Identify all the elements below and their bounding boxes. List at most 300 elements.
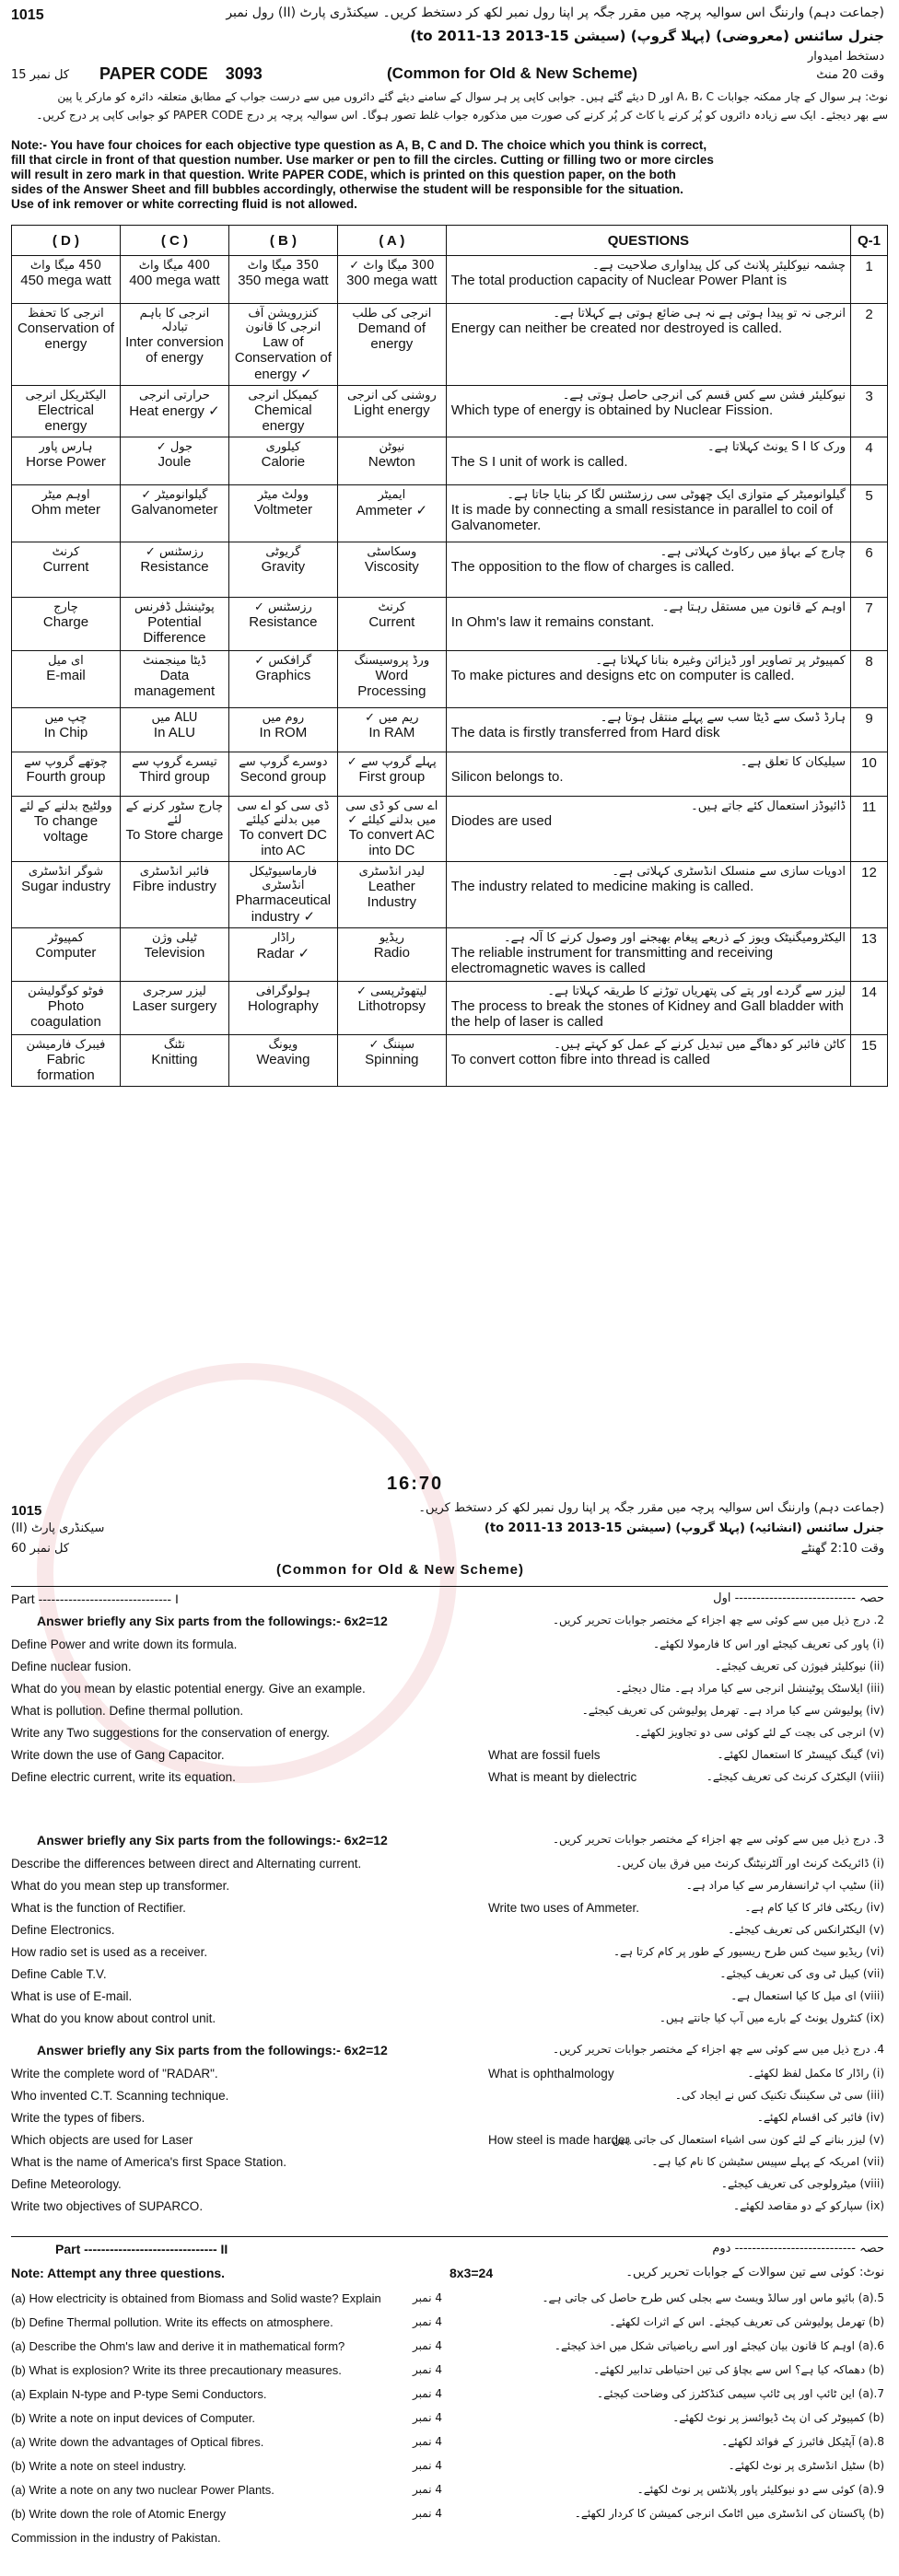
long-question-en: (a) Explain N-type and P-type Semi Conductors.: [11, 2387, 267, 2401]
mcq-row: [12, 304, 888, 386]
option-urdu: نٹنگ: [163, 1038, 185, 1052]
question-number: 11: [850, 797, 887, 862]
scheme-label: (Common for Old & New Scheme): [387, 64, 638, 82]
option-b-cell: [228, 752, 337, 797]
col-b-header: ( B ): [228, 226, 337, 256]
option-english: Voltmeter: [253, 502, 313, 518]
option-d-cell: [12, 708, 121, 752]
mcq-row: [12, 386, 888, 437]
col-c-header: ( C ): [120, 226, 228, 256]
question-english: The process to break the stones of Kidney and Gall bladder with the help of laser is called: [450, 998, 844, 1030]
option-english: Radio: [373, 945, 410, 961]
question-cell: [446, 485, 850, 542]
paper-code-top: 1015: [11, 7, 44, 23]
question-urdu: اوہم کے قانون میں مستقل رہتا ہے۔: [661, 600, 846, 614]
option-a-cell: [337, 485, 446, 542]
option-english: Demand of energy: [357, 321, 426, 352]
option-english: Computer: [35, 945, 97, 961]
option-urdu: 400 میگا واٹ: [138, 259, 211, 273]
question-urdu: لیزر سے گردے اور پتے کی پتھریاں توڑنے کا طریقہ کہلاتا ہے۔: [547, 985, 846, 998]
option-english: In Chip: [43, 725, 88, 740]
option-a-cell: [337, 928, 446, 982]
short-question-ur: (iv) پولیوشن سے کیا مراد ہے۔ تھرمل پولیوشن کی تعریف کیجئے۔: [581, 1704, 884, 1717]
question-english: The reliable instrument for transmitting and receiving electromagnetic waves is called: [450, 945, 774, 976]
question-cell: [446, 256, 850, 304]
option-urdu: فائبر انڈسٹری: [139, 865, 210, 879]
option-urdu: چوتھے گروپ سے: [24, 755, 108, 769]
question-english: To convert cotton fibre into thread is called: [450, 1052, 710, 1067]
option-b-cell: [228, 256, 337, 304]
option-urdu: روم میں: [262, 711, 305, 725]
question-number: 13: [850, 928, 887, 982]
option-d-cell: [12, 542, 121, 598]
option-a-cell: [337, 982, 446, 1035]
option-d-cell: [12, 437, 121, 485]
option-english: Newton: [368, 454, 415, 470]
question-number: 6: [850, 542, 887, 598]
subjective-scheme: (Common for Old & New Scheme): [276, 1562, 525, 1578]
short-question-en: What do you know about control unit.: [11, 2011, 216, 2025]
option-b-cell: [228, 928, 337, 982]
option-english: Pharmaceutical industry ✓: [235, 892, 332, 925]
mcq-row: [12, 708, 888, 752]
short-question-ur: (iv) فائبر کی اقسام لکھئے۔: [756, 2111, 884, 2124]
option-urdu: گرافکس ✓: [254, 654, 312, 668]
option-urdu: کرنٹ: [378, 600, 406, 614]
part-one-en: Part ------------------------------- I: [11, 1591, 179, 1606]
question-english: The industry related to medicine making is called.: [450, 879, 754, 894]
option-english: Horse Power: [26, 454, 106, 470]
option-urdu: فیبرک فارمیشن: [26, 1038, 106, 1052]
section-title-urdu: 3. درج ذیل میں سے کوئی سے چھ اجزاء کے مختصر جوابات تحریر کریں۔: [553, 1833, 884, 1846]
option-english: Resistance: [140, 559, 209, 575]
option-urdu: لیتھوٹرپسی ✓: [356, 985, 427, 998]
short-question-en: Describe the differences between direct and Alternating current.: [11, 1857, 362, 1871]
subjective-urdu-line2: جنرل سائنس (انشائیہ) (پہلا گروپ) (سیشن 15-2013 to 2011-13): [484, 1521, 884, 1535]
option-b-cell: [228, 437, 337, 485]
option-english: Gravity: [261, 559, 306, 575]
question-english: Silicon belongs to.: [450, 769, 564, 785]
short-question-en: Define Power and write down its formula.: [11, 1638, 238, 1651]
option-english: Fourth group: [26, 769, 106, 785]
short-question-ur: (i) پاور کی تعریف کیجئے اور اس کا فارمولا لکھئے۔: [652, 1638, 884, 1650]
option-urdu: وسکاسٹی: [367, 545, 417, 559]
urdu-note-1: نوٹ: ہر سوال کے چار ممکنہ جوابات A، B، C اور D دیئے گئے ہیں۔ جوابی کاپی پر ہر سوال کے سامنے دیئے گئے دائروں میں سے درست جواب کے مطابق متعلقہ دائرہ کو مارکر یا پین: [57, 90, 888, 103]
option-urdu: ویونگ: [268, 1038, 298, 1052]
short-question-en: What is the name of America's first Space Station.: [11, 2155, 286, 2169]
question-number: 10: [850, 752, 887, 797]
short-question-en: Define Cable T.V.: [11, 1967, 107, 1981]
option-b-cell: [228, 1035, 337, 1087]
short-question-en-extra: How steel is made harder.: [488, 2133, 633, 2147]
long-question-marks: 4 نمبر: [413, 2435, 442, 2448]
question-cell: [446, 651, 850, 708]
option-urdu: انرجی کی طلب: [352, 307, 432, 321]
long-question-ur: (b) سٹیل انڈسٹری پر نوٹ لکھئے۔: [728, 2459, 884, 2472]
english-note-line: sides of the Answer Sheet and fill bubbles accordingly, otherwise the student will be responsible for the situation.: [11, 182, 683, 196]
option-urdu: حرارتی انرجی: [138, 389, 210, 402]
option-d-cell: [12, 304, 121, 386]
option-english: To Store charge: [125, 827, 224, 843]
subjective-code: 1015: [11, 1503, 42, 1519]
option-a-cell: [337, 598, 446, 651]
col-a-header: ( A ): [337, 226, 446, 256]
part-two-en: Part ------------------------------- II: [55, 2242, 228, 2256]
option-c-cell: [120, 304, 228, 386]
questions-header: QUESTIONS: [446, 226, 850, 256]
short-question-ur: (vii) کیبل ٹی وی کی تعریف کیجئے۔: [719, 1967, 884, 1980]
question-number: 1: [850, 256, 887, 304]
option-a-cell: [337, 386, 446, 437]
mcq-row: [12, 485, 888, 542]
option-urdu: کیمیکل انرجی: [248, 389, 319, 402]
option-c-cell: [120, 862, 228, 928]
short-question-ur: (viii) ای میل کا کیا استعمال ہے۔: [730, 1989, 884, 2002]
question-cell: [446, 542, 850, 598]
option-urdu: الیکٹریکل انرجی: [25, 389, 107, 402]
mcq-row: [12, 651, 888, 708]
long-question-marks: 4 نمبر: [413, 2483, 442, 2496]
question-urdu: الیکٹرومیگنیٹک ویوز کے ذریعے پیغام بھیجنے اور وصول کرنے کا آلہ ہے۔: [504, 931, 846, 945]
long-question-marks: 4 نمبر: [413, 2291, 442, 2304]
question-english: Which type of energy is obtained by Nuclear Fission.: [450, 402, 774, 418]
mcq-row: [12, 928, 888, 982]
option-english: 350 mega watt: [238, 273, 329, 288]
option-a-cell: [337, 797, 446, 862]
option-english: 400 mega watt: [129, 273, 220, 288]
part-two-note-ur: نوٹ: کوئی سے تین سوالات کے جوابات تحریر کریں۔: [625, 2266, 884, 2279]
paper-code-label-text: PAPER CODE: [99, 64, 208, 83]
option-c-cell: [120, 752, 228, 797]
option-english: Inter conversion of energy: [125, 334, 224, 366]
total-marks: کل نمبر 15: [11, 68, 70, 82]
option-urdu: ہولوگرافی: [255, 985, 310, 998]
option-english: Current: [368, 614, 415, 630]
long-question-en: (b) Define Thermal pollution. Write its effects on atmosphere.: [11, 2315, 333, 2329]
question-urdu: سیلیکان کا تعلق ہے۔: [740, 755, 846, 769]
option-urdu: فارماسیوٹیکل انڈسٹری: [249, 865, 318, 892]
option-english: 300 mega watt: [346, 273, 438, 288]
option-b-cell: [228, 651, 337, 708]
option-urdu: کمپیوٹر: [47, 931, 84, 945]
long-question-en: (a) Write down the advantages of Optical fibres.: [11, 2435, 264, 2449]
time-allowed: وقت 20 منٹ: [816, 68, 884, 82]
long-question-en: (b) Write a note on steel industry.: [11, 2459, 187, 2473]
option-d-cell: [12, 752, 121, 797]
option-urdu: ALU میں: [151, 711, 198, 725]
long-question-ur: 5.(a) بائیو ماس اور سالڈ ویسٹ سے بجلی کس طرح حاصل کی جاتی ہے۔: [542, 2291, 884, 2304]
question-number: 9: [850, 708, 887, 752]
short-question-ur: (iii) ایلاسٹک پوٹینشل انرجی سے کیا مراد ہے۔ مثال دیجئے۔: [614, 1682, 884, 1695]
mcq-row: [12, 256, 888, 304]
short-question-en-extra: What is ophthalmology: [488, 2067, 614, 2081]
urdu-warning-line: (جماعت دہم) وارننگ اس سوالیہ پرچہ میں مقرر جگہ پر اپنا رول نمبر لکھ کر دستخط کریں۔ سیکنڈری پارٹ (II) رول نمبر: [226, 6, 884, 20]
option-english: Sugar industry: [21, 879, 111, 894]
option-a-cell: [337, 304, 446, 386]
english-note-line: will result in zero mark in that question. Write PAPER CODE, which is printed on this question paper, on the both: [11, 168, 676, 181]
option-english: Resistance: [249, 614, 318, 630]
option-english: Potential Difference: [143, 614, 206, 646]
question-urdu: ورک کا S I یونٹ کہلاتا ہے۔: [707, 440, 846, 454]
option-english: Charge: [42, 614, 89, 630]
short-question-ur: (ix) سپارکو کے دو مقاصد لکھئے۔: [733, 2199, 884, 2212]
option-urdu: ای میل: [48, 654, 84, 668]
long-question-en: (b) Write down the role of Atomic Energy: [11, 2507, 227, 2521]
short-question-en: Define Electronics.: [11, 1923, 115, 1937]
option-d-cell: [12, 928, 121, 982]
option-english: Knitting: [151, 1052, 198, 1067]
option-urdu: وولٹیج بدلنے کے لئے: [19, 799, 112, 813]
section-title: Answer briefly any Six parts from the followings:- 6x2=12: [37, 1614, 388, 1628]
option-urdu: کنزرویشن آف انرجی کا قانون: [245, 307, 321, 334]
question-cell: [446, 598, 850, 651]
option-urdu: چپ میں: [44, 711, 88, 725]
mcq-row: [12, 797, 888, 862]
question-english: To make pictures and designs etc on computer is called.: [450, 668, 795, 683]
option-urdu: تیسرے گروپ سے: [132, 755, 217, 769]
option-d-cell: [12, 256, 121, 304]
option-english: Graphics: [255, 668, 311, 683]
option-urdu: شوگر انڈسٹری: [28, 865, 104, 879]
option-english: Ohm meter: [30, 502, 100, 518]
option-english: Data management: [134, 668, 216, 699]
option-urdu: لیزر سرجری: [142, 985, 206, 998]
short-question-ur: (ii) سٹیپ اپ ٹرانسفارمر سے کیا مراد ہے۔: [685, 1879, 884, 1892]
option-urdu: ڈی سی کو اے سی میں بدلنے کیلئے: [237, 799, 330, 827]
section-title: Answer briefly any Six parts from the followings:- 6x2=12: [37, 1833, 388, 1847]
section-title: Answer briefly any Six parts from the followings:- 6x2=12: [37, 2043, 388, 2057]
option-english: 450 mega watt: [20, 273, 111, 288]
option-english: Fibre industry: [132, 879, 216, 894]
short-question-ur: (vi) گینگ کپیسٹر کا استعمال لکھئے۔: [717, 1748, 884, 1761]
option-b-cell: [228, 542, 337, 598]
urdu-signature-line: دستخط امیدوار: [808, 50, 884, 64]
option-urdu: ریم میں ✓: [365, 711, 419, 725]
question-urdu: ہارڈ ڈسک سے ڈیٹا سب سے پہلے منتقل ہوتا ہے۔: [600, 711, 846, 725]
part-two-marks: 8x3=24: [450, 2266, 494, 2280]
long-question-marks: 4 نمبر: [413, 2363, 442, 2376]
long-question-ur: (b) دھماکہ کیا ہے؟ اس سے بچاؤ کی تین احتیاطی تدابیر لکھئے۔: [592, 2363, 884, 2376]
option-d-cell: [12, 386, 121, 437]
option-urdu: 450 میگا واٹ: [29, 259, 102, 273]
option-urdu: رزسٹنس ✓: [145, 545, 204, 559]
english-note-line: Note:- You have four choices for each objective type question as A, B, C and D. The choice which you think is correct,: [11, 138, 707, 152]
question-urdu: انرجی نہ تو پیدا ہوتی ہے نہ ہی ضائع ہوتی ہے کہلاتا ہے۔: [553, 307, 846, 321]
short-question-ur: (vii) امریکہ کے پہلے سپیس سٹیشن کا نام کیا ہے۔: [651, 2155, 884, 2168]
long-question-marks: 4 نمبر: [413, 2459, 442, 2472]
option-d-cell: [12, 485, 121, 542]
option-urdu: انرجی کا باہم تبادلہ: [139, 307, 210, 334]
option-a-cell: [337, 651, 446, 708]
option-c-cell: [120, 708, 228, 752]
option-urdu: ہارس پاور: [39, 440, 93, 454]
question-cell: [446, 928, 850, 982]
option-urdu: اے سی کو ڈی سی میں بدلنے کیلئے ✓: [345, 799, 438, 827]
question-number: 7: [850, 598, 887, 651]
question-cell: [446, 752, 850, 797]
urdu-subject-line: جنرل سائنس (معروضی) (پہلا گروپ) (سیشن 15-2013 to 2011-13): [410, 28, 884, 44]
option-english: To change voltage: [33, 813, 99, 845]
short-question-ur: (ii) نیوکلیئر فیوژن کی تعریف کیجئے۔: [715, 1660, 884, 1673]
question-number: 15: [850, 1035, 887, 1087]
option-a-cell: [337, 542, 446, 598]
option-english: To convert AC into DC: [348, 827, 436, 858]
question-urdu: کاٹن فائبر کو دھاگے میں تبدیل کرنے کے عمل کو کہتے ہیں۔: [554, 1038, 846, 1052]
question-cell: [446, 437, 850, 485]
question-cell: [446, 386, 850, 437]
option-urdu: انرجی کا تحفظ: [28, 307, 104, 321]
option-b-cell: [228, 598, 337, 651]
question-urdu: نیوکلیئر فشن سے کس قسم کی انرجی حاصل ہوتی ہے۔: [562, 389, 846, 402]
question-number: 14: [850, 982, 887, 1035]
long-question-ur: 6.(a) اوہم کا قانون بیان کیجئے اور اسے ریاضیاتی شکل میں اخذ کیجئے۔: [554, 2339, 884, 2352]
option-urdu: فوٹو کوگولیشن: [28, 985, 104, 998]
short-question-en: Define electric current, write its equation.: [11, 1770, 236, 1784]
short-question-en: Write the types of fibers.: [11, 2111, 146, 2125]
option-c-cell: [120, 651, 228, 708]
short-question-ur: (v) الیکٹرانکس کی تعریف کیجئے۔: [728, 1923, 884, 1936]
short-question-en: Define nuclear fusion.: [11, 1660, 132, 1673]
question-cell: [446, 797, 850, 862]
option-urdu: کرنٹ: [52, 545, 80, 559]
short-question-en: What do you mean by elastic potential energy. Give an example.: [11, 1682, 366, 1696]
option-english: Law of Conservation of energy ✓: [234, 334, 332, 382]
col-d-header: ( D ): [12, 226, 121, 256]
mcq-row: [12, 1035, 888, 1087]
option-c-cell: [120, 386, 228, 437]
option-c-cell: [120, 542, 228, 598]
question-urdu: ادویات سازی سے منسلک انڈسٹری کہلاتی ہے۔: [612, 865, 846, 879]
long-question-en: Commission in the industry of Pakistan.: [11, 2531, 221, 2545]
question-urdu: گیلوانومیٹر کے متوازی ایک چھوٹی سی رزسٹنس لگا کر بنایا جاتا ہے۔: [507, 488, 846, 502]
option-d-cell: [12, 982, 121, 1035]
part-two-note: Note: Attempt any three questions.: [11, 2266, 226, 2280]
option-b-cell: [228, 708, 337, 752]
option-urdu: دوسرے گروپ سے: [239, 755, 328, 769]
part-one-ur: حصہ ---------------------------- اول: [713, 1591, 884, 1605]
q-number-header: Q-1: [850, 226, 887, 256]
english-note-line: Use of ink remover or white correcting fluid is not allowed.: [11, 197, 357, 211]
option-urdu: 300 میگا واٹ ✓: [349, 259, 435, 273]
short-question-ur: (viii) میٹرولوجی کی تعریف کیجئے۔: [720, 2177, 884, 2190]
option-d-cell: [12, 1035, 121, 1087]
option-c-cell: [120, 437, 228, 485]
question-urdu: ڈائیوڈز استعمال کئے جاتے ہیں۔: [691, 799, 846, 813]
option-c-cell: [120, 598, 228, 651]
question-number: 4: [850, 437, 887, 485]
option-english: Current: [42, 559, 89, 575]
question-english: In Ohm's law it remains constant.: [450, 614, 655, 630]
option-english: E-mail: [46, 668, 86, 683]
short-question-ur: (iv) ریکٹی فائر کا کیا کام ہے۔: [744, 1901, 884, 1914]
option-english: In RAM: [368, 725, 415, 740]
option-english: Lithotropsy: [357, 998, 426, 1014]
mcq-row: [12, 982, 888, 1035]
question-urdu: چشمہ نیوکلیئر پلانٹ کی کل پیداواری صلاحیت ہے۔: [592, 259, 846, 273]
question-urdu: چارج کے بہاؤ میں رکاوٹ کہلاتی ہے۔: [660, 545, 846, 559]
paper-code-label: [99, 64, 263, 84]
long-question-en: (a) Describe the Ohm's law and derive it in mathematical form?: [11, 2339, 345, 2353]
option-urdu: چارج: [53, 600, 78, 614]
long-question-en: (b) Write a note on input devices of Computer.: [11, 2411, 255, 2425]
option-b-cell: [228, 386, 337, 437]
option-urdu: کیلوری: [265, 440, 301, 454]
option-a-cell: [337, 1035, 446, 1087]
option-b-cell: [228, 304, 337, 386]
short-question-en: Write any Two suggestions for the conservation of energy.: [11, 1726, 330, 1740]
question-english: The S I unit of work is called.: [450, 454, 628, 470]
mcq-row: [12, 862, 888, 928]
question-number: 12: [850, 862, 887, 928]
option-a-cell: [337, 752, 446, 797]
option-english: Calorie: [261, 454, 306, 470]
short-question-ur: (v) لیزر بنانے کے لئے کون سی اشیاء استعمال کی جاتی ہیں۔: [605, 2133, 884, 2146]
short-question-ur: (ix) کنٹرول یونٹ کے بارے میں آپ کیا جانتے ہیں۔: [659, 2011, 884, 2024]
long-question-ur: 8.(a) آپٹیکل فائبرز کے فوائد لکھئے۔: [721, 2435, 884, 2448]
long-question-ur: (b) پاکستان کی انڈسٹری میں اٹامک انرجی کمیشن کا کردار لکھئے۔: [574, 2507, 884, 2520]
option-english: Radar ✓: [256, 946, 310, 962]
short-question-en: Write the complete word of "RADAR".: [11, 2067, 218, 2081]
part-two-ur: حصہ ---------------------------- دوم: [712, 2242, 884, 2255]
short-question-en: What is the function of Rectifier.: [11, 1901, 186, 1915]
short-question-ur: (v) انرجی کی بچت کے لئے کوئی سی دو تجاویز لکھئے۔: [634, 1726, 884, 1739]
short-question-en: Write two objectives of SUPARCO.: [11, 2199, 204, 2213]
option-english: Light energy: [354, 402, 430, 418]
urdu-note-2: سے بھر دیجئے۔ ایک سے زیادہ دائروں کو پُر کرنے یا کاٹ کر پُر کرنے کی صورت میں مذکورہ جواب غلط تصور ہوگا۔ اس سوالیہ پرچہ پر درج PAPER CODE کو جوابی کاپی پر درج کریں۔: [36, 109, 888, 122]
subjective-marks: کل نمبر 60: [11, 1542, 70, 1556]
long-question-marks: 4 نمبر: [413, 2315, 442, 2328]
question-number: 8: [850, 651, 887, 708]
option-urdu: پوٹینشل ڈفرنس: [134, 600, 215, 614]
option-c-cell: [120, 1035, 228, 1087]
option-english: In ROM: [259, 725, 308, 740]
short-question-en-extra: What are fossil fuels: [488, 1748, 601, 1762]
mcq-row: [12, 542, 888, 598]
long-question-marks: 4 نمبر: [413, 2411, 442, 2424]
option-english: Viscosity: [364, 559, 419, 575]
option-c-cell: [120, 256, 228, 304]
long-question-marks: 4 نمبر: [413, 2507, 442, 2520]
mcq-row: [12, 598, 888, 651]
option-english: Television: [144, 945, 205, 961]
option-a-cell: [337, 437, 446, 485]
short-question-en: Define Meteorology.: [11, 2177, 122, 2191]
question-number: 5: [850, 485, 887, 542]
option-english: Third group: [139, 769, 210, 785]
section-title-urdu: 4. درج ذیل میں سے کوئی سے چھ اجزاء کے مختصر جوابات تحریر کریں۔: [553, 2043, 884, 2056]
option-c-cell: [120, 485, 228, 542]
english-note: [11, 138, 888, 212]
question-cell: [446, 708, 850, 752]
english-note-line: fill that circle in front of that question number. Use marker or pen to fill the circles. Cutting or filling two or more circles: [11, 153, 714, 167]
center-stamp: 16:70: [387, 1474, 444, 1494]
short-question-en: Who invented C.T. Scanning technique.: [11, 2089, 229, 2103]
option-english: Conservation of energy: [17, 321, 114, 352]
question-english: Energy can neither be created nor destroyed is called.: [450, 321, 783, 336]
long-question-en: (b) What is explosion? Write its three precautionary measures.: [11, 2363, 342, 2377]
option-english: Photo coagulation: [30, 998, 101, 1030]
option-d-cell: [12, 651, 121, 708]
mcq-header-row: [12, 226, 888, 256]
option-c-cell: [120, 928, 228, 982]
short-question-en-extra: What is meant by dielectric: [488, 1770, 637, 1784]
option-b-cell: [228, 797, 337, 862]
option-urdu: 350 میگا واٹ: [247, 259, 320, 273]
divider: [11, 2236, 888, 2237]
question-urdu: کمپیوٹر پر تصاویر اور ڈیزائن وغیرہ بنانا کہلاتا ہے۔: [595, 654, 846, 668]
short-question-ur: (viii) الیکٹرک کرنٹ کی تعریف کیجئے۔: [706, 1770, 884, 1783]
option-d-cell: [12, 598, 121, 651]
